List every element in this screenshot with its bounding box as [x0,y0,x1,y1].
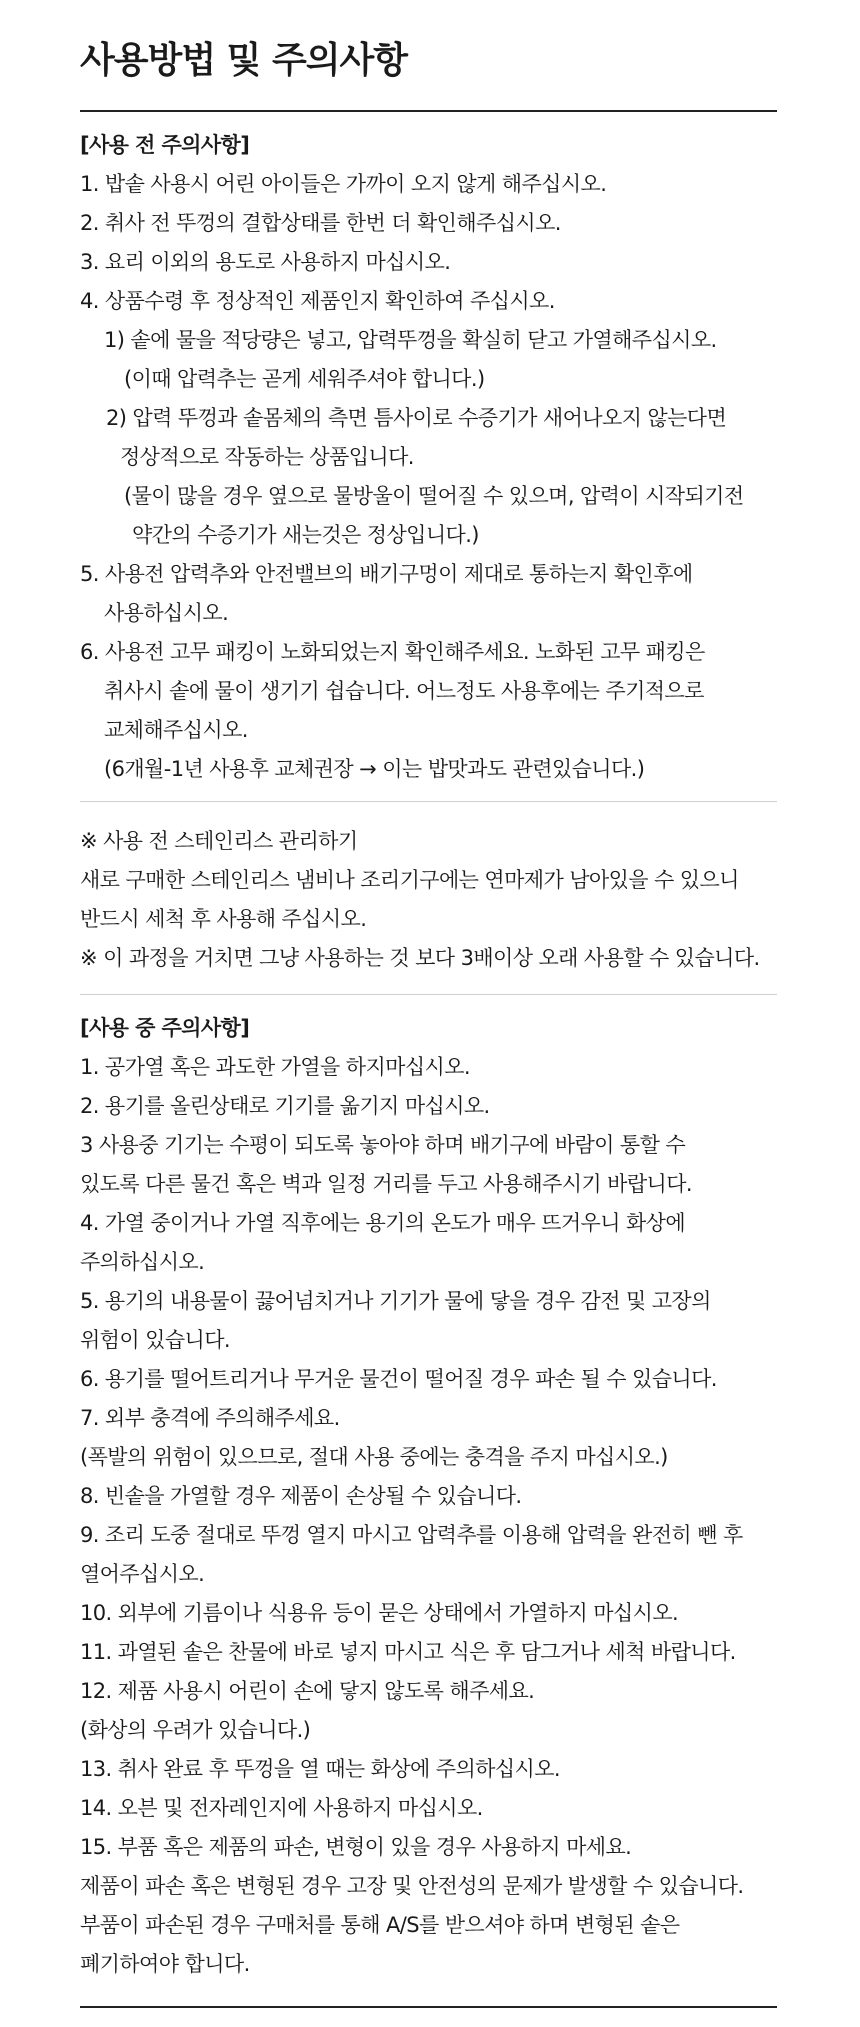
stainless-note-line: ※ 이 과정을 거치면 그냥 사용하는 것 보다 3배이상 오래 사용할 수 있습니다. [80,946,760,970]
before-use-line: 5. 사용전 압력추와 안전밸브의 배기구멍이 제대로 통하는지 확인후에 [80,562,693,586]
stainless-note [80,816,776,982]
during-use-line: 11. 과열된 솥은 찬물에 바로 넣지 마시고 식은 후 담그거나 세척 바랍니다. [80,1640,736,1664]
before-use-subline: 정상적으로 작동하는 상품입니다. [120,445,414,469]
during-use-line: 9. 조리 도중 절대로 뚜껑 열지 마시고 압력추를 이용해 압력을 완전히 뺀 후 [80,1523,743,1547]
during-use-line: 열어주십시오. [80,1562,205,1586]
during-use-line: (폭발의 위험이 있으므로, 절대 사용 중에는 충격을 주지 마십시오.) [80,1445,668,1469]
before-use-subline: (이때 압력추는 곧게 세워주셔야 합니다.) [124,367,485,391]
during-use-line: 폐기하여야 합니다. [80,1952,250,1976]
during-use-line: 제품이 파손 혹은 변형된 경우 고장 및 안전성의 문제가 발생할 수 있습니다. [80,1874,744,1898]
during-use-line: (화상의 우려가 있습니다.) [80,1718,311,1742]
during-use-line: 6. 용기를 떨어트리거나 무거운 물건이 떨어질 경우 파손 될 수 있습니다. [80,1367,717,1391]
stainless-note-line: 반드시 세척 후 사용해 주십시오. [80,907,367,931]
before-use-line: 1. 밥솥 사용시 어린 아이들은 가까이 오지 않게 해주십시오. [80,172,607,196]
during-use-section [80,1009,776,1984]
during-use-line: 위험이 있습니다. [80,1328,230,1352]
before-use-subline: 교체해주십시오. [104,718,248,742]
during-use-line: 1. 공가열 혹은 과도한 가열을 하지마십시오. [80,1055,470,1079]
before-use-section [80,112,776,789]
during-use-line: 8. 빈솥을 가열할 경우 제품이 손상될 수 있습니다. [80,1484,522,1508]
stainless-note-line: ※ 사용 전 스테인리스 관리하기 [80,829,358,853]
before-use-heading: [사용 전 주의사항] [80,133,250,157]
before-use-subline: (물이 많을 경우 옆으로 물방울이 떨어질 수 있으며, 압력이 시작되기전 [124,484,744,508]
page-title: 사용방법 및 주의사항 [80,40,408,81]
bottom-divider [80,2006,777,2008]
during-use-line: 13. 취사 완료 후 뚜껑을 열 때는 화상에 주의하십시오. [80,1757,560,1781]
before-use-line: 4. 상품수령 후 정상적인 제품인지 확인하여 주십시오. [80,289,555,313]
before-use-line: 6. 사용전 고무 패킹이 노화되었는지 확인해주세요. 노화된 고무 패킹은 [80,640,705,664]
during-use-line: 14. 오븐 및 전자레인지에 사용하지 마십시오. [80,1796,483,1820]
before-use-subline: 약간의 수증기가 새는것은 정상입니다.) [132,523,479,547]
during-use-line: 있도록 다른 물건 혹은 벽과 일정 거리를 두고 사용해주시기 바랍니다. [80,1172,692,1196]
during-use-line: 4. 가열 중이거나 가열 직후에는 용기의 온도가 매우 뜨거우니 화상에 [80,1211,686,1235]
before-use-subline: 2) 압력 뚜껑과 솥몸체의 측면 틈사이로 수증기가 새어나오지 않는다면 [106,406,727,430]
before-use-subline: 사용하십시오. [104,601,229,625]
during-use-line: 3 사용중 기기는 수평이 되도록 놓아야 하며 배기구에 바람이 통할 수 [80,1133,686,1157]
during-use-heading: [사용 중 주의사항] [80,1016,250,1040]
during-use-line: 7. 외부 충격에 주의해주세요. [80,1406,340,1430]
during-use-line: 10. 외부에 기름이나 식용유 등이 묻은 상태에서 가열하지 마십시오. [80,1601,679,1625]
during-use-line: 12. 제품 사용시 어린이 손에 닿지 않도록 해주세요. [80,1679,535,1703]
section-divider [80,801,777,802]
during-use-line: 5. 용기의 내용물이 끓어넘치거나 기기가 물에 닿을 경우 감전 및 고장의 [80,1289,711,1313]
before-use-subline: 1) 솥에 물을 적당량은 넣고, 압력뚜껑을 확실히 닫고 가열해주십시오. [104,328,717,352]
during-use-line: 2. 용기를 올린상태로 기기를 옮기지 마십시오. [80,1094,490,1118]
during-use-line: 주의하십시오. [80,1250,205,1274]
before-use-subline: (6개월-1년 사용후 교체권장 → 이는 밥맛과도 관련있습니다.) [104,757,645,781]
during-use-line: 15. 부품 혹은 제품의 파손, 변형이 있을 경우 사용하지 마세요. [80,1835,632,1859]
before-use-line: 2. 취사 전 뚜껑의 결합상태를 한번 더 확인해주십시오. [80,211,561,235]
section-divider [80,994,777,995]
before-use-subline: 취사시 솥에 물이 생기기 쉽습니다. 어느정도 사용후에는 주기적으로 [104,679,704,703]
before-use-line: 3. 요리 이외의 용도로 사용하지 마십시오. [80,250,451,274]
stainless-note-line: 새로 구매한 스테인리스 냄비나 조리기구에는 연마제가 남아있을 수 있으니 [80,868,739,892]
during-use-line: 부품이 파손된 경우 구매처를 통해 A/S를 받으셔야 하며 변형된 솥은 [80,1913,680,1937]
